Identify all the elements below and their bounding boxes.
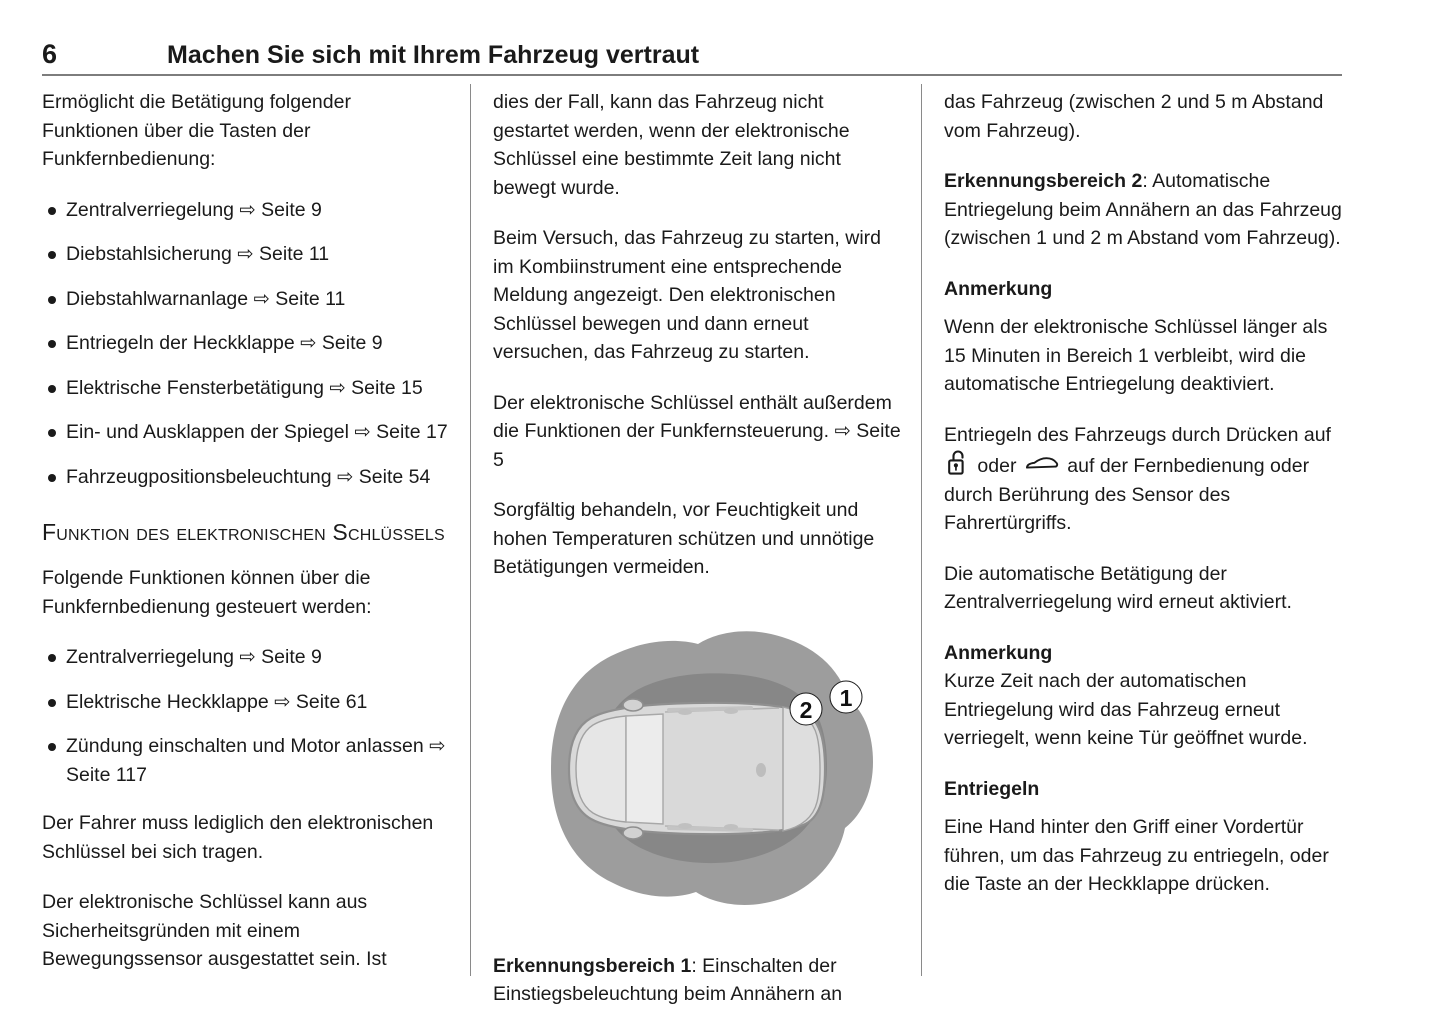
- vehicle-door-handle-4: [724, 824, 738, 830]
- list-item: Entriegeln der Heckklappe ⇨ Seite 9: [42, 329, 450, 358]
- paragraph-remote-functions: Der elektronische Schlüssel enthält außerdem die Funktionen der Funkfernsteuerung. ⇨ Seite 5: [493, 391, 901, 471]
- column-divider-1: [450, 88, 493, 978]
- page-title: Machen Sie sich mit Ihrem Fahrzeug vertraut: [167, 41, 700, 69]
- paragraph-cluster-message: Beim Versuch, das Fahrzeug zu starten, wird im Kombiinstrument eine entsprechende Meldung angezeigt. Den elektronischen Schlüssel bewegen und dann erneut versuchen, das Fahrzeug zu starten.: [493, 227, 882, 363]
- detection-zone-figure: [493, 604, 901, 934]
- vehicle-mirror-left: [623, 699, 643, 711]
- zone-badge-outer: [830, 681, 862, 713]
- vehicle-top-view: [569, 696, 825, 839]
- list-item: Ein- und Ausklappen der Spiegel ⇨ Seite 17: [42, 418, 450, 447]
- zone2-label: Erkennungsbereich 2: [944, 170, 1143, 192]
- paragraph-15min-note: Wenn der elektronische Schlüssel länger als 15 Minuten in Bereich 1 verbleibt, wird die automatische Entriegelung deaktiviert.: [944, 316, 1328, 395]
- paragraph-unlock-by-button: [944, 421, 1352, 538]
- intro-paragraph: Ermöglicht die Betätigung folgender Funktionen über die Tasten der Funkfernbedienung:: [42, 91, 351, 170]
- column-3: [944, 88, 1352, 978]
- vehicle-roof: [626, 714, 663, 824]
- zone-badge-inner: [790, 693, 822, 725]
- car-tailgate-icon: [1025, 451, 1059, 467]
- list-item: Zentralverriegelung ⇨ Seite 9: [42, 643, 450, 672]
- vehicle-door-handle-1: [678, 709, 692, 715]
- paragraph-handling-care: Sorgfältig behandeln, vor Feuchtigkeit und hohen Temperaturen schützen und unnötige Betätigungen vermeiden.: [493, 499, 875, 578]
- vehicle-detection-zones-illustration: [493, 604, 901, 934]
- intro-paragraph-2: Folgende Funktionen können über die Funkfernbedienung gesteuert werden:: [42, 567, 372, 618]
- vehicle-mirror-right: [623, 827, 643, 839]
- column-2: [493, 88, 901, 1005]
- function-list-2: [42, 643, 450, 789]
- column-divider-2: [901, 88, 944, 978]
- section-heading-electronic-key: Funktion des elektronischen Schlüssels: [42, 519, 445, 545]
- page-header: [42, 28, 1342, 76]
- heading-anmerkung-2: Anmerkung: [944, 641, 1053, 664]
- page-number: 6: [42, 39, 58, 69]
- unlock-text-part-2: oder: [977, 455, 1017, 477]
- vehicle-door-handle-3: [678, 823, 692, 829]
- paragraph-zone2: [944, 167, 1352, 253]
- paragraph-driver-key: Der Fahrer muss lediglich den elektronischen Schlüssel bei sich tragen.: [42, 812, 434, 863]
- vehicle-antenna: [756, 763, 766, 777]
- unlock-text-part-1: Entriegeln des Fahrzeugs durch Drücken auf: [944, 423, 1331, 446]
- list-item: Diebstahlsicherung ⇨ Seite 11: [42, 240, 450, 269]
- figure-caption: [493, 952, 901, 1009]
- paragraph-start-failure: dies der Fall, kann das Fahrzeug nicht gestartet werden, wenn der elektronische Schlüssel eine bestimmte Zeit lang nicht bewegt wurde.: [493, 91, 850, 199]
- paragraph-central-locking-reactivated: Die automatische Betätigung der Zentralverriegelung wird erneut aktiviert.: [944, 562, 1292, 613]
- unlock-text-part-3: auf der Fernbedienung oder durch Berührung des Sensor des Fahrertürgriffs.: [944, 455, 1310, 534]
- unlock-padlock-icon: [947, 449, 969, 477]
- list-item: Elektrische Fensterbetätigung ⇨ Seite 15: [42, 374, 450, 403]
- paragraph-relock-note: Kurze Zeit nach der automatischen Entriegelung wird das Fahrzeug erneut verriegelt, wenn keine Tür geöffnet wurde.: [944, 670, 1308, 749]
- list-item: Zentralverriegelung ⇨ Seite 9: [42, 196, 450, 225]
- list-item: Fahrzeugpositionsbeleuchtung ⇨ Seite 54: [42, 463, 450, 492]
- heading-anmerkung-1: Anmerkung: [944, 277, 1053, 300]
- content-columns: [42, 88, 1352, 1005]
- function-list-1: [42, 196, 450, 492]
- paragraph-motion-sensor: Der elektronische Schlüssel kann aus Sicherheitsgründen mit einem Bewegungssensor ausgestattet sein. Ist: [42, 891, 387, 970]
- zone-badge-outer-label: 1: [839, 684, 853, 711]
- list-item: Elektrische Heckklappe ⇨ Seite 61: [42, 688, 450, 717]
- zone2-text: : Automatische Entriegelung beim Annähern an das Fahrzeug (zwischen 1 und 2 m Abstand vom Fahrzeug).: [944, 170, 1342, 249]
- column-1: [42, 88, 450, 978]
- paragraph-zone1-distance: das Fahrzeug (zwischen 2 und 5 m Abstand vom Fahrzeug).: [944, 91, 1324, 142]
- list-item: Zündung einschalten und Motor anlassen ⇨ Seite 117: [42, 732, 450, 789]
- list-item: Diebstahlwarnanlage ⇨ Seite 11: [42, 285, 450, 314]
- vehicle-door-handle-2: [724, 708, 738, 714]
- figure-caption-label: Erkennungsbereich 1: [493, 954, 692, 977]
- zone-badge-inner-label: 2: [799, 696, 813, 723]
- heading-entriegeln: Entriegeln: [944, 777, 1040, 800]
- figure-caption-text: : Einschalten der Einstiegsbeleuchtung beim Annähern an: [493, 954, 843, 1005]
- paragraph-unlock-by-hand: Eine Hand hinter den Griff einer Vordertür führen, um das Fahrzeug zu entriegeln, oder die Taste an der Heckklappe drücken.: [944, 816, 1329, 895]
